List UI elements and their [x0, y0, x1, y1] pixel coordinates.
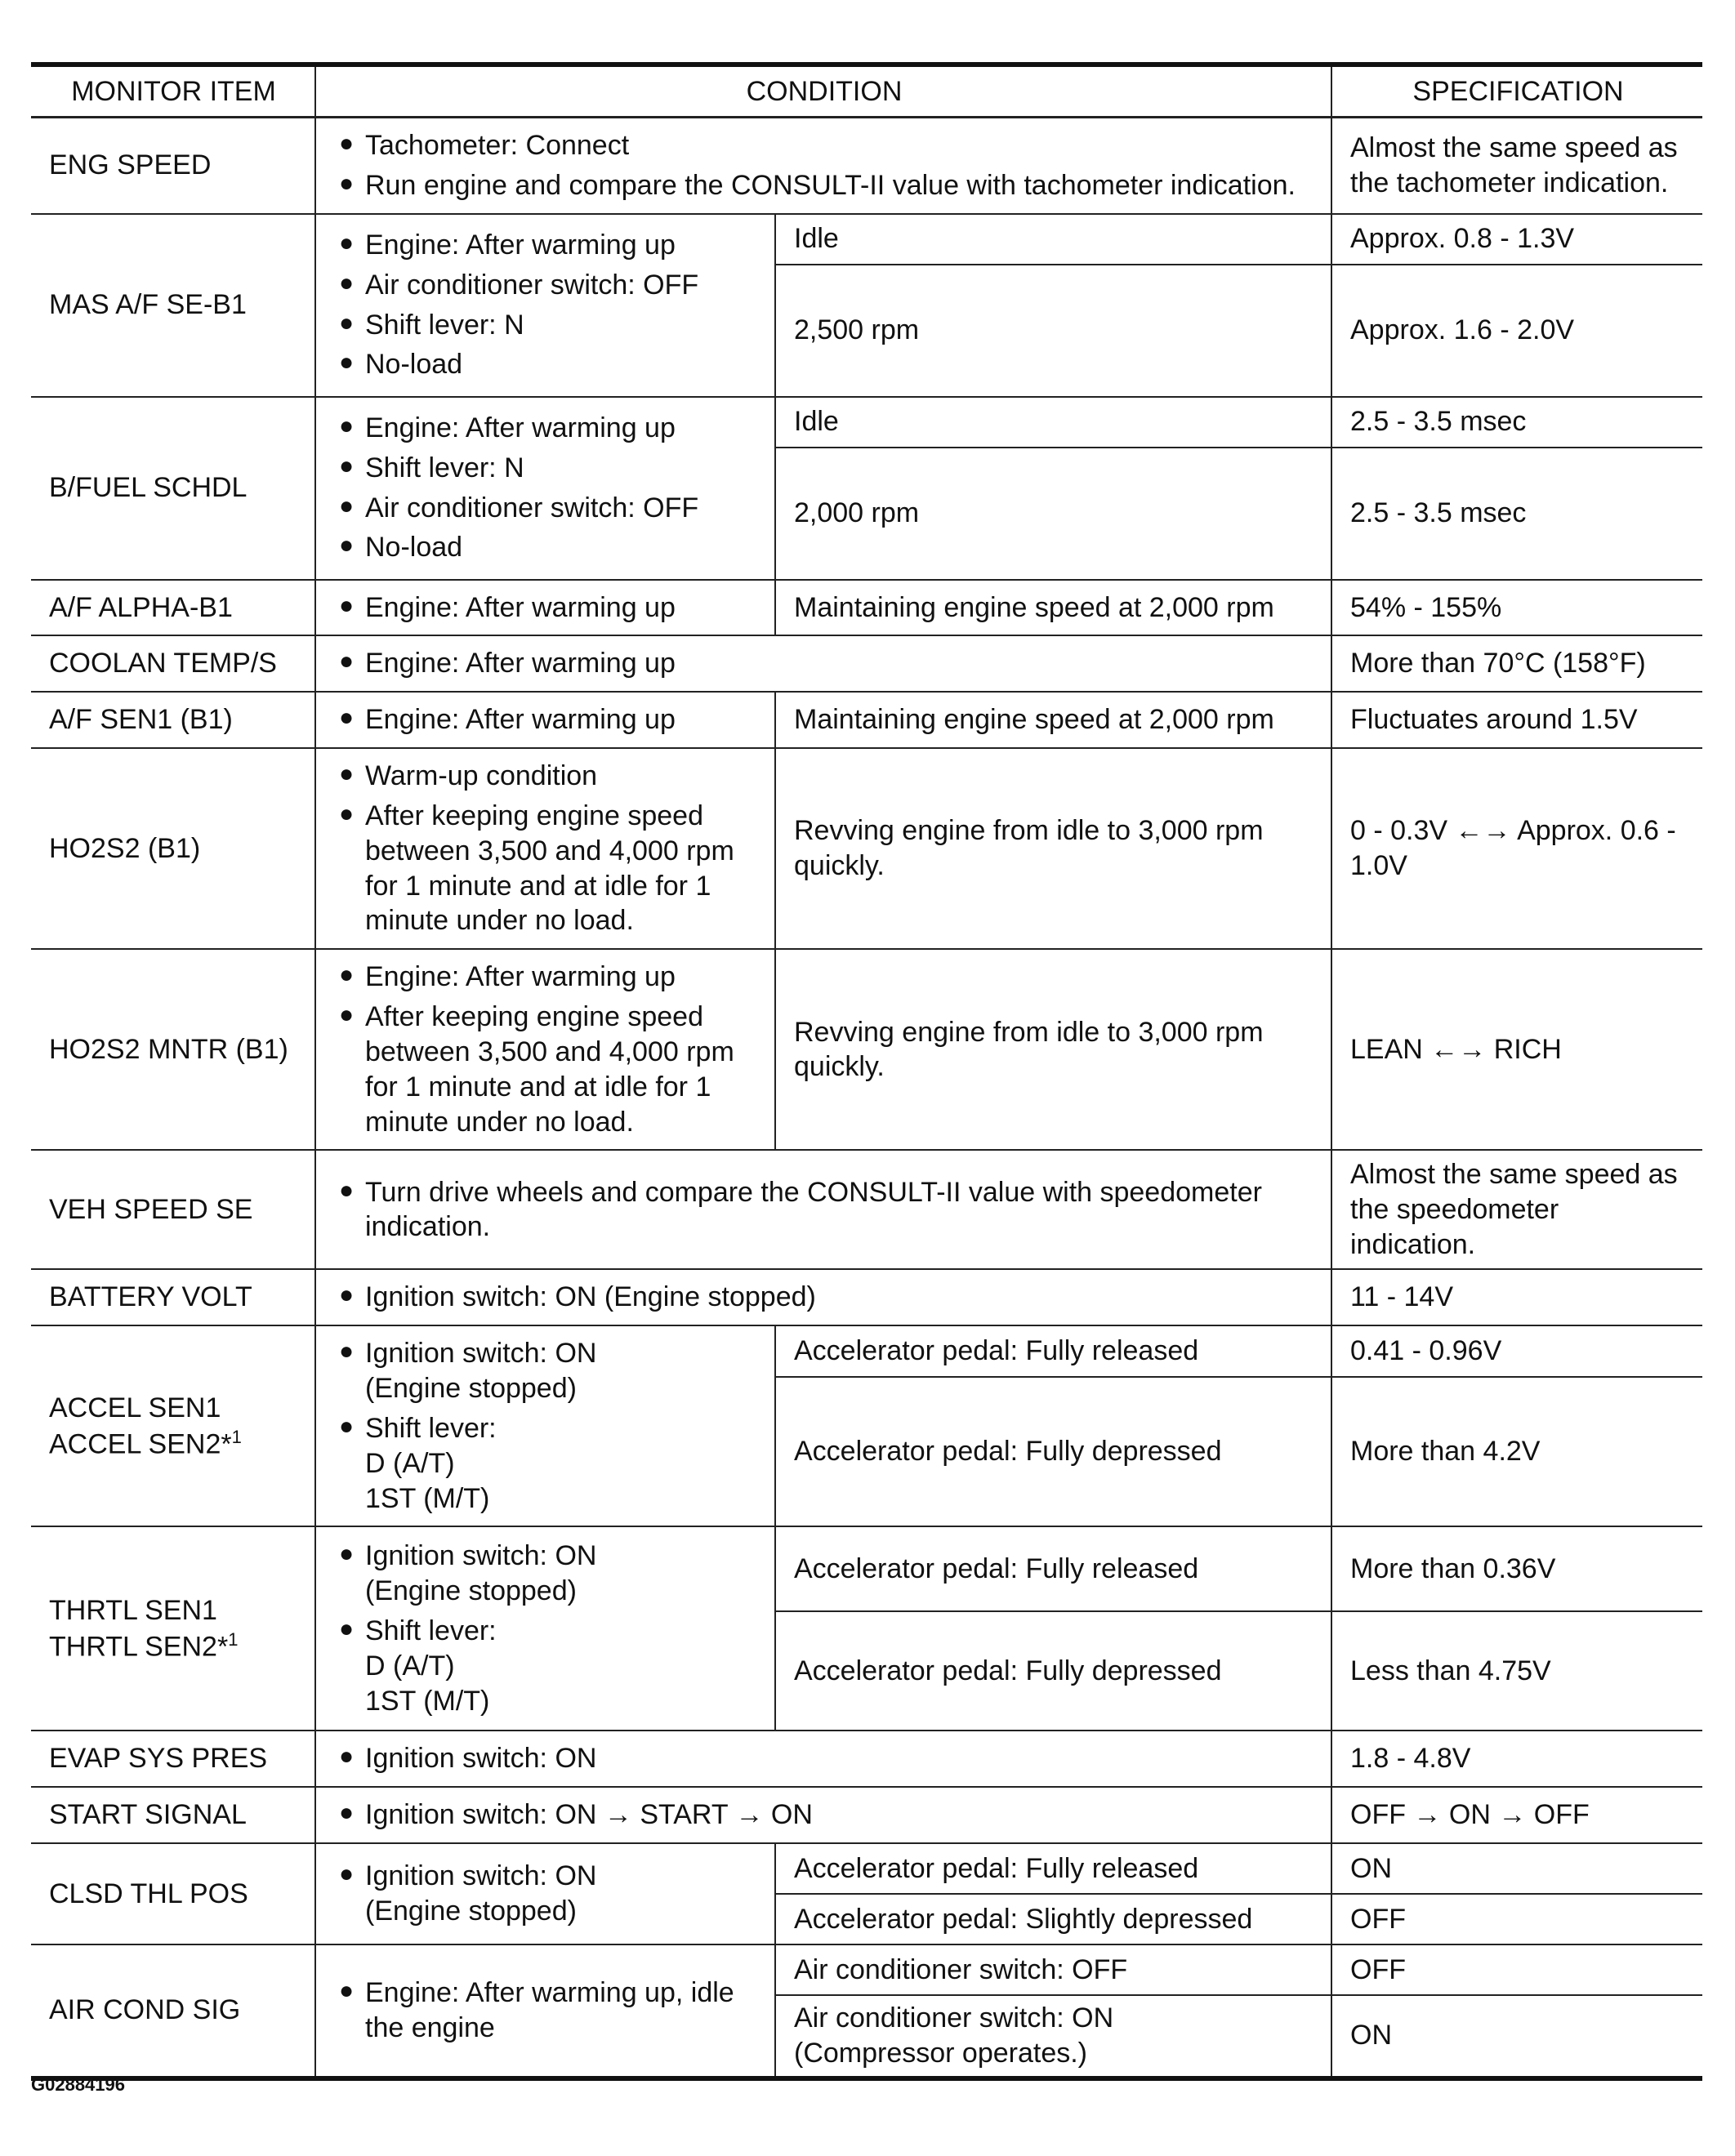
table-row	[31, 1843, 1702, 1894]
specification-cell: 2.5 - 3.5 msec	[1331, 397, 1702, 448]
condition-line: (Engine stopped)	[365, 1895, 577, 1927]
sub-condition: Accelerator pedal: Fully depressed	[775, 1611, 1331, 1731]
condition-cell	[315, 692, 775, 748]
monitor-item: A/F ALPHA-B1	[31, 580, 315, 636]
condition-line: the engine	[365, 2011, 495, 2043]
condition-bullet: ● Engine: After warming up	[334, 646, 1314, 681]
sub-condition: Maintaining engine speed at 2,000 rpm	[775, 692, 1331, 748]
monitor-item	[31, 1526, 315, 1731]
condition-bullet: ● Engine: After warming up	[334, 960, 758, 995]
sub-condition: Revving engine from idle to 3,000 rpm quickly.	[775, 748, 1331, 949]
table-row	[31, 949, 1702, 1150]
footnote-marker: 1	[231, 1426, 242, 1447]
specification-cell: OFF	[1331, 1944, 1702, 1995]
condition-bullet: ● No-load	[334, 530, 758, 565]
monitor-item: AIR COND SIG	[31, 1944, 315, 2078]
condition-cell	[315, 1787, 1331, 1843]
monitor-item: VEH SPEED SE	[31, 1150, 315, 1269]
condition-line: ● Engine: After warming up, idle	[365, 1977, 734, 2009]
table-row	[31, 1150, 1702, 1269]
condition-cell	[315, 214, 775, 397]
condition-line: (Engine stopped)	[365, 1575, 577, 1607]
condition-line: D (A/T)	[365, 1650, 455, 1682]
monitor-item: CLSD THL POS	[31, 1843, 315, 1944]
monitor-item: A/F SEN1 (B1)	[31, 692, 315, 748]
condition-bullet: ● Ignition switch: ON (Engine stopped)	[334, 1280, 1314, 1315]
condition-bullet: ● Air conditioner switch: OFF	[334, 268, 758, 303]
condition-bullet: ● Shift lever: N	[334, 451, 758, 486]
monitor-item	[31, 1325, 315, 1526]
specification-cell: Less than 4.75V	[1331, 1611, 1702, 1731]
condition-line: ● Shift lever:	[365, 1412, 497, 1444]
monitor-item: BATTERY VOLT	[31, 1269, 315, 1325]
condition-line: 1ST (M/T)	[365, 1685, 490, 1717]
condition-bullet	[334, 1976, 758, 2046]
table-row	[31, 1325, 1702, 1377]
condition-cell	[315, 580, 775, 636]
specification-cell: Approx. 1.6 - 2.0V	[1331, 265, 1702, 397]
condition-cell	[315, 635, 1331, 692]
specification-cell: Fluctuates around 1.5V	[1331, 692, 1702, 748]
table-row	[31, 1787, 1702, 1843]
monitor-item: B/FUEL SCHDL	[31, 397, 315, 580]
condition-cell	[315, 397, 775, 580]
condition-line: ● Ignition switch: ON	[365, 1540, 597, 1572]
monitor-item: ENG SPEED	[31, 118, 315, 214]
sub-condition: Maintaining engine speed at 2,000 rpm	[775, 580, 1331, 636]
condition-cell	[315, 1731, 1331, 1787]
specification-cell: OFF → ON → OFF	[1331, 1787, 1702, 1843]
sub-condition: Idle	[775, 397, 1331, 448]
specification-cell: 0 - 0.3V ←→ Approx. 0.6 - 1.0V	[1331, 748, 1702, 949]
condition-bullet: ● Engine: After warming up	[334, 590, 758, 626]
specification-cell: More than 4.2V	[1331, 1377, 1702, 1527]
condition-cell	[315, 949, 775, 1150]
condition-bullet: ● Ignition switch: ON → START → ON	[334, 1797, 1314, 1833]
condition-bullet	[334, 1614, 758, 1718]
condition-bullet	[334, 1336, 758, 1406]
sub-condition: 2,000 rpm	[775, 448, 1331, 580]
sub-condition: Accelerator pedal: Fully depressed	[775, 1377, 1331, 1527]
condition-bullet: ● Ignition switch: ON	[334, 1741, 1314, 1776]
monitor-item: HO2S2 MNTR (B1)	[31, 949, 315, 1150]
specification-cell: 2.5 - 3.5 msec	[1331, 448, 1702, 580]
specification-cell: More than 70°C (158°F)	[1331, 635, 1702, 692]
condition-bullet: ● Warm-up condition	[334, 759, 758, 794]
condition-bullet: ● Tachometer: Connect	[334, 128, 1314, 163]
condition-bullet: ● After keeping engine speed between 3,500 and 4,000 rpm for 1 minute and at idle for 1 minute under no load.	[334, 799, 758, 938]
header-monitor-item: MONITOR ITEM	[31, 65, 315, 118]
specification-cell: 0.41 - 0.96V	[1331, 1325, 1702, 1377]
table-row	[31, 580, 1702, 636]
sub-condition: Air conditioner switch: OFF	[775, 1944, 1331, 1995]
condition-line: ● Ignition switch: ON	[365, 1860, 597, 1892]
monitor-item: EVAP SYS PRES	[31, 1731, 315, 1787]
footnote-marker: 1	[228, 1628, 239, 1650]
sub-condition: Idle	[775, 214, 1331, 265]
condition-bullet: ● Engine: After warming up	[334, 228, 758, 263]
specification-cell: ON	[1331, 1843, 1702, 1894]
sub-condition: Accelerator pedal: Fully released	[775, 1843, 1331, 1894]
condition-bullet: ● Engine: After warming up	[334, 702, 758, 737]
monitor-item-line: ACCEL SEN2*	[49, 1428, 232, 1459]
table-row	[31, 1944, 1702, 1995]
condition-cell	[315, 1150, 1331, 1269]
table-row	[31, 692, 1702, 748]
header-specification: SPECIFICATION	[1331, 65, 1702, 118]
condition-line: (Compressor operates.)	[794, 2037, 1088, 2069]
condition-cell	[315, 118, 1331, 214]
condition-cell	[315, 1526, 775, 1731]
sub-condition: Revving engine from idle to 3,000 rpm quickly.	[775, 949, 1331, 1150]
monitor-item: MAS A/F SE-B1	[31, 214, 315, 397]
monitor-item-line: THRTL SEN1	[49, 1594, 217, 1626]
condition-line: D (A/T)	[365, 1447, 455, 1479]
condition-bullet: ● Air conditioner switch: OFF	[334, 491, 758, 526]
specification-cell: 54% - 155%	[1331, 580, 1702, 636]
sub-condition: Accelerator pedal: Fully released	[775, 1325, 1331, 1377]
condition-line: ● Ignition switch: ON	[365, 1338, 597, 1370]
condition-line: 1ST (M/T)	[365, 1482, 490, 1514]
monitor-item: HO2S2 (B1)	[31, 748, 315, 949]
sub-condition: Accelerator pedal: Fully released	[775, 1526, 1331, 1611]
condition-line: ● Shift lever:	[365, 1615, 497, 1646]
header-row	[31, 65, 1702, 118]
table-row	[31, 635, 1702, 692]
specification-cell: Approx. 0.8 - 1.3V	[1331, 214, 1702, 265]
table-row	[31, 214, 1702, 265]
monitor-item-line: ACCEL SEN1	[49, 1392, 221, 1423]
specification-cell: Almost the same speed as the tachometer indication.	[1331, 118, 1702, 214]
condition-bullet: ● After keeping engine speed between 3,500 and 4,000 rpm for 1 minute and at idle for 1 minute under no load.	[334, 1000, 758, 1139]
condition-bullet	[334, 1411, 758, 1516]
sub-condition: Accelerator pedal: Slightly depressed	[775, 1894, 1331, 1944]
monitor-item-line: THRTL SEN2*	[49, 1631, 229, 1663]
specification-cell: 1.8 - 4.8V	[1331, 1731, 1702, 1787]
condition-cell	[315, 1269, 1331, 1325]
condition-cell	[315, 1944, 775, 2078]
specification-cell: 11 - 14V	[1331, 1269, 1702, 1325]
specification-cell: More than 0.36V	[1331, 1526, 1702, 1611]
condition-bullet	[334, 1539, 758, 1609]
condition-cell	[315, 1843, 775, 1944]
condition-cell	[315, 748, 775, 949]
condition-bullet: ● Shift lever: N	[334, 308, 758, 343]
specification-cell: Almost the same speed as the speedometer indication.	[1331, 1150, 1702, 1269]
condition-bullet	[334, 1859, 758, 1929]
condition-bullet: ● No-load	[334, 347, 758, 382]
table-row	[31, 1526, 1702, 1611]
figure-id: G02884196	[31, 2074, 125, 2095]
table-row	[31, 397, 1702, 448]
condition-line: (Engine stopped)	[365, 1373, 577, 1405]
condition-cell	[315, 1325, 775, 1526]
condition-bullet: ● Run engine and compare the CONSULT-II value with tachometer indication.	[334, 168, 1314, 203]
header-condition: CONDITION	[315, 65, 1331, 118]
specification-cell: LEAN ←→ RICH	[1331, 949, 1702, 1150]
monitor-item: START SIGNAL	[31, 1787, 315, 1843]
specification-cell: OFF	[1331, 1894, 1702, 1944]
condition-line: Air conditioner switch: ON	[794, 2002, 1114, 2034]
sub-condition	[775, 1995, 1331, 2078]
monitor-item: COOLAN TEMP/S	[31, 635, 315, 692]
condition-bullet: ● Turn drive wheels and compare the CONSULT-II value with speedometer indication.	[334, 1175, 1314, 1245]
table-row	[31, 1269, 1702, 1325]
table-row	[31, 1731, 1702, 1787]
monitor-spec-table	[31, 62, 1702, 2081]
table-row	[31, 118, 1702, 214]
specification-cell: ON	[1331, 1995, 1702, 2078]
table-row	[31, 748, 1702, 949]
condition-bullet: ● Engine: After warming up	[334, 411, 758, 446]
sub-condition: 2,500 rpm	[775, 265, 1331, 397]
